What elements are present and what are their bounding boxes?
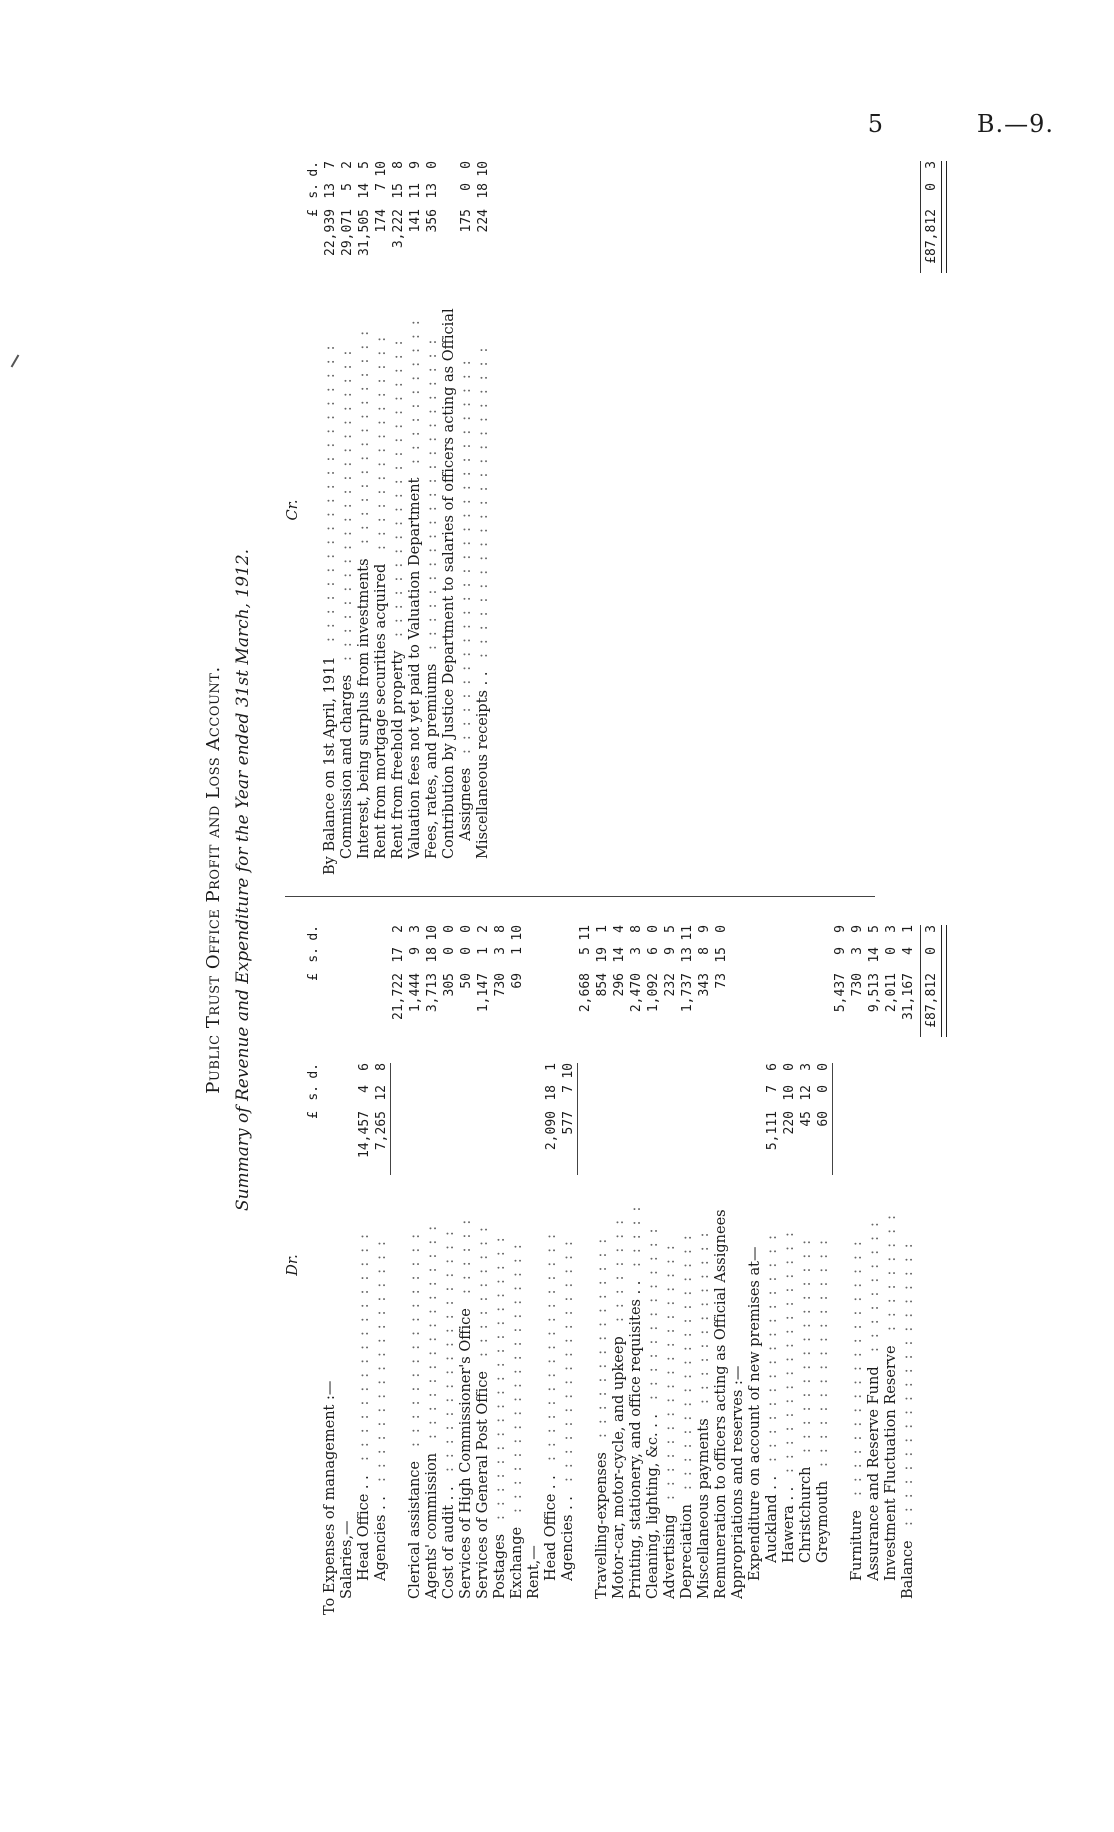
- debit-row: [441, 915, 458, 1615]
- amount-pence: 0: [646, 925, 661, 933]
- debit-row-text: Cost of audit . .: [441, 1486, 457, 1599]
- credit-row-text: Interest, being surplus from investments: [356, 558, 372, 859]
- leader-dots: ::::::: [458, 1210, 474, 1294]
- leader-dots: :::::::::::::::::::::::: [339, 341, 355, 661]
- debit-row: [373, 915, 390, 1615]
- credit-row-text: Assignees: [458, 767, 474, 841]
- amount-pounds: 5,111: [765, 1111, 780, 1151]
- amount-shillings: 19: [595, 947, 610, 963]
- leader-dots: ::::::::::::::::::: [560, 1232, 576, 1482]
- amount-pence: 5: [357, 161, 372, 169]
- amount-pounds: 21,722: [391, 973, 406, 1020]
- credit-row-text: Commission and charges: [339, 674, 355, 859]
- amount-shillings: 15: [391, 183, 406, 199]
- total-double-rule: [941, 925, 947, 1037]
- debit-row-text: Christchurch: [798, 1466, 814, 1563]
- amount-shillings: 9: [833, 947, 848, 955]
- credit-row-text: By Balance on 1st April, 1911: [322, 656, 338, 875]
- amount-shillings: 12: [799, 1085, 814, 1101]
- amount-pence: 5: [867, 925, 882, 933]
- debit-row: [526, 915, 543, 1615]
- amount-pounds: 3,713: [425, 973, 440, 1013]
- leader-dots: :::::::::::: [407, 311, 423, 464]
- amount-pounds: 343: [697, 973, 712, 997]
- debit-row: [560, 915, 577, 1615]
- amount-pounds: 2,470: [629, 973, 644, 1013]
- pence-header: d.: [306, 1063, 321, 1079]
- debit-row-label: [747, 1185, 764, 1581]
- debit-row: [628, 915, 645, 1615]
- debit-row: [407, 915, 424, 1615]
- debit-total-row: [917, 915, 941, 1615]
- amount-pence: 8: [391, 161, 406, 169]
- debit-row: [356, 915, 373, 1615]
- page-subtitle: Summary of Revenue and Expenditure for the Year ended 31st March, 1912.: [233, 548, 253, 1212]
- debit-row: [339, 915, 356, 1615]
- leader-dots: :::::::::::::::: [594, 1229, 610, 1438]
- debit-row-text: Cleaning, lighting, &c. . .: [645, 1413, 661, 1599]
- amount-pence: 6: [765, 1063, 780, 1071]
- leader-dots: :::::::::::::::::: [356, 1224, 372, 1461]
- amount-shillings: 10: [782, 1085, 797, 1101]
- debit-row: [866, 915, 883, 1615]
- debit-row: [611, 915, 628, 1615]
- amount-shillings: 18: [425, 947, 440, 963]
- pound-header: £: [306, 209, 321, 217]
- amount-shillings: 17: [391, 947, 406, 963]
- profit-and-loss-sheet: [203, 145, 939, 1615]
- debit-row-label: [713, 1185, 730, 1599]
- debit-row-text: Furniture: [849, 1510, 865, 1581]
- debit-row-label: [339, 1185, 356, 1599]
- debit-row-text: Miscellaneous payments: [696, 1418, 712, 1599]
- scan-mark: [11, 354, 20, 367]
- amount-pounds: 1,147: [476, 973, 491, 1013]
- amount-pence: 9: [850, 925, 865, 933]
- debit-row: [577, 915, 594, 1615]
- amount-pounds: 220: [782, 1111, 797, 1135]
- amount-shillings: 4: [901, 947, 916, 955]
- amount-pence: 0: [425, 161, 440, 169]
- shilling-header: s.: [306, 947, 321, 963]
- leader-dots: ::::::::: [611, 1210, 627, 1322]
- amount-pounds: 174: [374, 209, 389, 233]
- leader-dots: :::::::::::::::::::: [679, 1226, 695, 1490]
- debit-column: [285, 915, 941, 1615]
- leader-dots: ::::::::::::::::: [356, 321, 372, 544]
- debit-total-shillings: 0: [924, 947, 939, 955]
- amount-pounds: 14,457: [357, 1111, 372, 1158]
- shilling-header: s.: [306, 183, 321, 199]
- debit-row-text: Services of General Post Office: [475, 1371, 491, 1599]
- debit-currency-header: [305, 915, 322, 1615]
- debit-row-label: [322, 1185, 339, 1615]
- amount-pounds: 296: [612, 973, 627, 997]
- amount-shillings: 1: [476, 947, 491, 955]
- amount-pounds: 141: [408, 209, 423, 233]
- credit-row-text: Rent from freehold property: [390, 650, 406, 859]
- debit-row: [679, 915, 696, 1615]
- credit-total-pence: 3: [924, 161, 939, 169]
- amount-pence: 2: [340, 161, 355, 169]
- amount-pounds: 29,071: [340, 209, 355, 256]
- debit-row-text: Advertising: [662, 1514, 678, 1599]
- pound-header: £: [306, 1111, 321, 1119]
- amount-shillings: 5: [340, 183, 355, 191]
- pence-header: d.: [306, 161, 321, 177]
- debit-row-text: Printing, stationery, and office requisites . .: [628, 1280, 644, 1599]
- amount-pence: 1: [595, 925, 610, 933]
- leader-dots: :::::::::::::: [696, 1223, 712, 1404]
- debit-row-text: Postages: [492, 1533, 508, 1599]
- amount-shillings: 3: [493, 947, 508, 955]
- amount-shillings: 7: [374, 183, 389, 191]
- amount-pence: 0: [816, 1063, 831, 1071]
- credit-total-pounds: £87,812: [924, 209, 939, 264]
- debit-row-text: Clerical assistance: [407, 1460, 423, 1599]
- debit-row-text: Appropriations and reserves :—: [730, 1365, 746, 1599]
- amount-shillings: 9: [663, 947, 678, 955]
- debit-row-text: Assurance and Reserve Fund: [866, 1366, 882, 1581]
- amount-pence: 3: [799, 1063, 814, 1071]
- leader-dots: :::::::::::::: [645, 1219, 661, 1400]
- amount-pounds: 305: [442, 973, 457, 997]
- amount-pence: 6: [357, 1063, 372, 1071]
- amount-shillings: 7: [561, 1085, 576, 1093]
- debit-row-text: Travelling-expenses: [594, 1452, 610, 1599]
- debit-row-text: Rent,—: [526, 1545, 542, 1599]
- amount-pence: 10: [510, 925, 525, 941]
- debit-row-text: Greymouth: [815, 1480, 831, 1563]
- amount-shillings: 0: [459, 947, 474, 955]
- leader-dots: ::::::::::::::::::: [781, 1223, 797, 1473]
- debit-row: [390, 915, 407, 1615]
- amount-pence: 10: [374, 161, 389, 177]
- amount-shillings: 0: [884, 947, 899, 955]
- debit-row-text: Auckland . .: [764, 1475, 780, 1563]
- debit-row-text: Motor-car, motor-cycle, and upkeep: [611, 1336, 627, 1599]
- amount-pounds: 854: [595, 973, 610, 997]
- amount-shillings: 12: [374, 1085, 389, 1101]
- amount-shillings: 13: [323, 183, 338, 199]
- debit-row: [798, 915, 815, 1615]
- debit-row-text: Salaries,—: [339, 1520, 355, 1599]
- leader-dots: :::::::::::::::::::::::::::::: [458, 351, 474, 754]
- amount-shillings: 7: [765, 1085, 780, 1093]
- amount-shillings: 3: [850, 947, 865, 955]
- page-number: 5: [867, 110, 884, 138]
- leader-dots: :::::::::::::::::::::::: [475, 338, 491, 658]
- amount-pounds: 73: [714, 973, 729, 989]
- amount-pence: 2: [391, 925, 406, 933]
- leader-dots: ::::::::::::::::::: [373, 1232, 389, 1482]
- amount-shillings: 0: [442, 947, 457, 955]
- amount-shillings: 13: [680, 947, 695, 963]
- amount-pence: 0: [714, 925, 729, 933]
- amount-pounds: 730: [850, 973, 865, 997]
- document-code: B.—9.: [976, 110, 1054, 138]
- amount-pounds: 5,437: [833, 973, 848, 1013]
- page-title: Public Trust Office Profit and Loss Account.: [203, 666, 224, 1094]
- amount-pounds: 1,444: [408, 973, 423, 1013]
- leader-dots: :::::::::::::::::::::::: [424, 330, 440, 650]
- credit-row-text: Rent from mortgage securities acquired: [373, 563, 389, 859]
- subtotal-rule: [832, 1063, 833, 1175]
- leader-dots: ::::::::::::::::: [407, 1224, 423, 1447]
- amount-pounds: 50: [459, 973, 474, 989]
- amount-shillings: 15: [714, 947, 729, 963]
- debit-row: [322, 915, 339, 1615]
- leader-dots: ::::::::::::::::::::: [509, 1235, 525, 1513]
- amount-pounds: 232: [663, 973, 678, 997]
- debit-row: [713, 915, 730, 1615]
- leader-dots: ::::::::::::::::: [424, 1216, 440, 1439]
- amount-pence: 11: [578, 925, 593, 941]
- debit-row-text: Agencies . .: [560, 1496, 576, 1581]
- leader-dots: :::::::::::::::::: [764, 1225, 780, 1462]
- debit-row: [594, 915, 611, 1615]
- debit-row: [475, 915, 492, 1615]
- amount-pence: 10: [425, 925, 440, 941]
- leader-dots: :::::: [628, 1197, 644, 1267]
- debit-heading: Dr.: [285, 1254, 301, 1276]
- debit-row-text: Remuneration to officers acting as Official Assignees: [713, 1209, 729, 1599]
- credit-row-text: Contribution by Justice Department to salaries of officers acting as Official: [441, 308, 457, 859]
- amount-pounds: 7,265: [374, 1111, 389, 1151]
- amount-pounds: 175: [459, 209, 474, 233]
- amount-pounds: 1,737: [680, 973, 695, 1013]
- amount-pence: 3: [408, 925, 423, 933]
- amount-pence: 11: [680, 925, 695, 941]
- debit-row: [458, 915, 475, 1615]
- amount-pounds: 730: [493, 973, 508, 997]
- amount-shillings: 4: [357, 1085, 372, 1093]
- debit-total-pence: 3: [924, 925, 939, 933]
- amount-pounds: 69: [510, 973, 525, 989]
- leader-dots: :::::::::::::::::::::: [492, 1228, 508, 1520]
- debit-row-text: Depreciation: [679, 1504, 695, 1599]
- amount-pence: 9: [697, 925, 712, 933]
- leader-dots: ::::::::::::::::: [798, 1230, 814, 1453]
- total-rule: [920, 161, 921, 273]
- amount-shillings: 14: [867, 947, 882, 963]
- debit-row: [781, 915, 798, 1615]
- amount-pence: 3: [884, 925, 899, 933]
- leader-dots: :::::::::::::::::::: [662, 1236, 678, 1500]
- debit-row: [883, 915, 900, 1615]
- amount-pounds: 60: [816, 1111, 831, 1127]
- debit-row: [492, 915, 509, 1615]
- amount-pence: 8: [493, 925, 508, 933]
- amount-pence: 4: [612, 925, 627, 933]
- amount-pence: 1: [901, 925, 916, 933]
- amount-pounds: 356: [425, 209, 440, 233]
- leader-dots: :::::::::::::::::: [543, 1224, 559, 1461]
- amount-pence: 2: [476, 925, 491, 933]
- subtotal-rule: [390, 1063, 391, 1175]
- leader-dots: ::::::::::: [475, 1218, 491, 1357]
- debit-row: [849, 915, 866, 1615]
- total-rule: [920, 925, 921, 1037]
- credit-total-shillings: 0: [924, 183, 939, 191]
- debit-row-text: Exchange: [509, 1526, 525, 1599]
- debit-row: [900, 915, 917, 1615]
- subtotal-rule: [577, 1063, 578, 1175]
- amount-pounds: 2,090: [544, 1111, 559, 1151]
- debit-row-text: Balance: [900, 1540, 916, 1599]
- amount-pounds: 224: [476, 209, 491, 233]
- amount-pence: 9: [833, 925, 848, 933]
- amount-shillings: 5: [578, 947, 593, 955]
- amount-shillings: 14: [357, 183, 372, 199]
- amount-pence: 10: [476, 161, 491, 177]
- shilling-header: s.: [306, 1085, 321, 1101]
- amount-pence: 0: [459, 161, 474, 169]
- debit-row-text: Services of High Commissioner's Office: [458, 1308, 474, 1599]
- leader-dots: ::::::::::: [866, 1213, 882, 1352]
- amount-shillings: 0: [816, 1085, 831, 1093]
- amount-shillings: 14: [612, 947, 627, 963]
- amount-shillings: 6: [646, 947, 661, 955]
- amount-pounds: 577: [561, 1111, 576, 1135]
- amount-pounds: 31,505: [357, 209, 372, 256]
- amount-shillings: 18: [544, 1085, 559, 1101]
- column-divider: [285, 896, 875, 897]
- amount-pounds: 22,939: [323, 209, 338, 256]
- amount-pence: 8: [374, 1063, 389, 1071]
- leader-dots: ::::::::::::::::::: [441, 1222, 457, 1472]
- debit-row: [509, 915, 526, 1615]
- credit-total-row: [917, 145, 941, 875]
- amount-pence: 0: [782, 1063, 797, 1071]
- amount-pence: 1: [544, 1063, 559, 1071]
- amount-pounds: 2,668: [578, 973, 593, 1013]
- debit-row: [424, 915, 441, 1615]
- debit-rows: [322, 915, 917, 1615]
- debit-row: [645, 915, 662, 1615]
- leader-dots: :::::::::: [883, 1206, 899, 1331]
- debit-row: [764, 915, 781, 1615]
- debit-row: [730, 915, 747, 1615]
- debit-row: [662, 915, 679, 1615]
- amount-pence: 7: [323, 161, 338, 169]
- debit-row-text: Head Office . .: [543, 1475, 559, 1581]
- amount-shillings: 9: [408, 947, 423, 955]
- pound-header: £: [306, 973, 321, 981]
- debit-row: [832, 915, 849, 1615]
- leader-dots: ::::::::::::::::::::::: [322, 336, 338, 642]
- amount-shillings: 18: [476, 183, 491, 199]
- amount-pounds: 45: [799, 1111, 814, 1127]
- amount-pence: 10: [561, 1063, 576, 1079]
- amount-pence: 9: [408, 161, 423, 169]
- debit-row-label: [526, 1185, 543, 1599]
- amount-shillings: 13: [425, 183, 440, 199]
- amount-shillings: 11: [408, 183, 423, 199]
- leader-dots: :::::::::::::::::::::: [900, 1234, 916, 1526]
- pence-header: d.: [306, 925, 321, 941]
- amount-shillings: 1: [510, 947, 525, 955]
- debit-row: [747, 915, 764, 1615]
- debit-row-text: Head Office . .: [356, 1475, 372, 1581]
- total-double-rule: [941, 161, 947, 273]
- debit-row: [543, 915, 560, 1615]
- amount-shillings: 8: [697, 947, 712, 955]
- amount-pounds: 3,222: [391, 209, 406, 249]
- debit-row-text: To Expenses of management :—: [322, 1380, 338, 1615]
- leader-dots: :::::::::::::::::: [815, 1230, 831, 1467]
- amount-pence: 0: [459, 925, 474, 933]
- amount-pounds: 1,092: [646, 973, 661, 1013]
- leader-dots: :::::::::::::::::::: [849, 1232, 865, 1496]
- leader-dots: ::::::::::::::::::::::: [390, 331, 406, 637]
- debit-row-text: Expenditure on account of new premises at—: [747, 1246, 763, 1581]
- amount-pence: 0: [442, 925, 457, 933]
- debit-row-label: [730, 1185, 747, 1599]
- credit-heading: Cr.: [285, 499, 301, 521]
- debit-row: [696, 915, 713, 1615]
- credit-total-block: [205, 145, 939, 875]
- credit-row-text: Valuation fees not yet paid to Valuation Department: [407, 477, 423, 859]
- leader-dots: ::::::::::::::::: [373, 327, 389, 550]
- credit-row-text: Fees, rates, and premiums: [424, 663, 440, 859]
- debit-total-pounds: £87,812: [924, 973, 939, 1028]
- amount-pounds: 2,011: [884, 973, 899, 1013]
- amount-pence: 8: [629, 925, 644, 933]
- credit-row-text: Miscellaneous receipts . .: [475, 671, 491, 859]
- debit-row-text: Agencies . .: [373, 1496, 389, 1581]
- debit-row-text: Agents' commission: [424, 1452, 440, 1599]
- amount-pounds: 31,167: [901, 973, 916, 1020]
- amount-shillings: 3: [629, 947, 644, 955]
- amount-pence: 5: [663, 925, 678, 933]
- debit-row-text: Hawera . .: [781, 1486, 797, 1563]
- amount-pounds: 9,513: [867, 973, 882, 1013]
- debit-row: [815, 915, 832, 1615]
- amount-shillings: 0: [459, 183, 474, 191]
- debit-row-text: Investment Fluctuation Reserve: [883, 1345, 899, 1581]
